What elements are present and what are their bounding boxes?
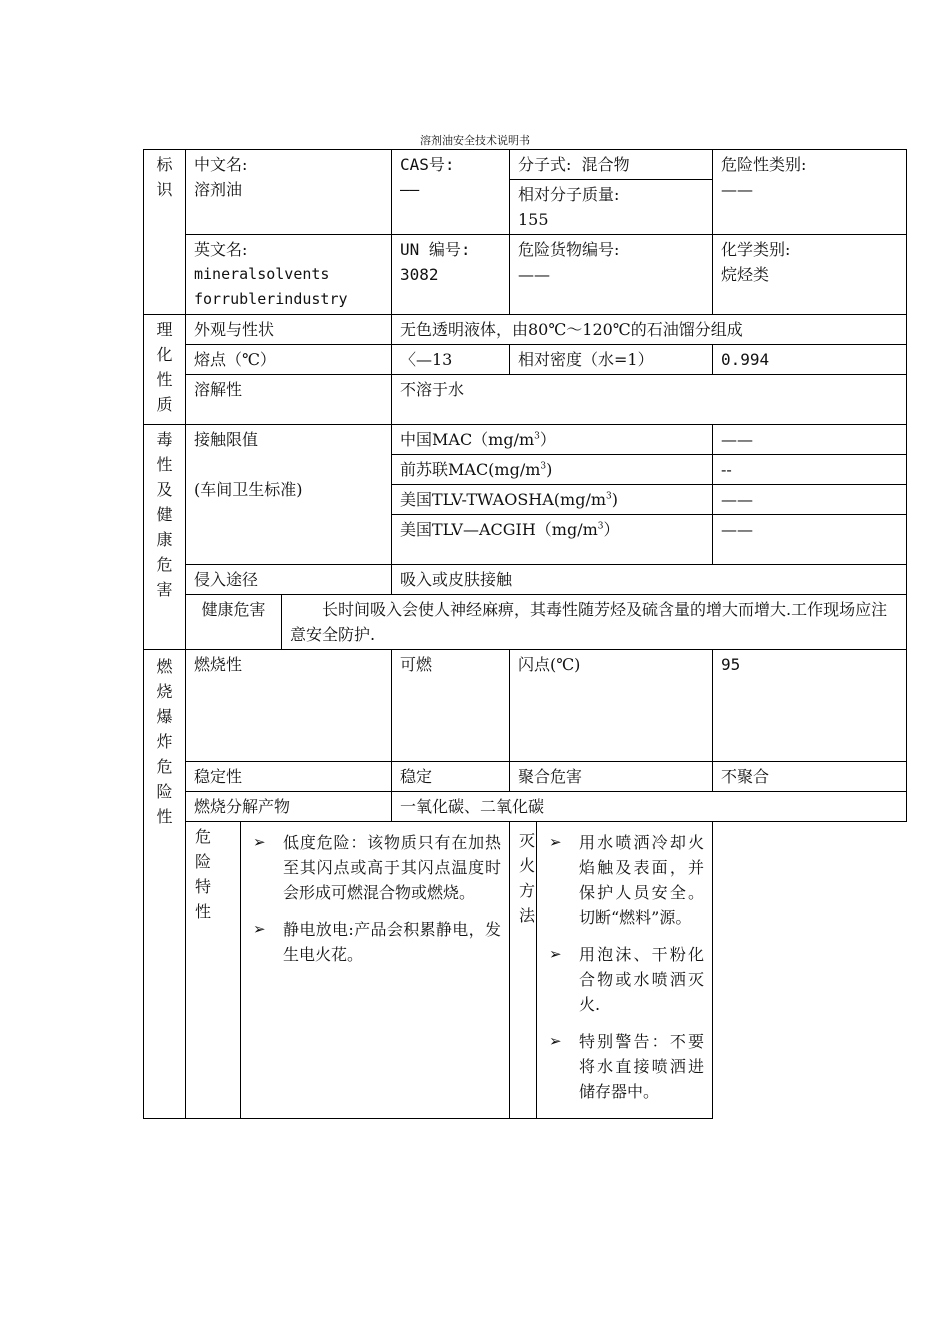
list-item: ➢ 用水喷洒冷却火焰触及表面，并保护人员安全。切断“燃料”源。 bbox=[541, 830, 704, 930]
hazard-class-value: —— bbox=[721, 180, 754, 199]
document-title: 溶剂油安全技术说明书 bbox=[420, 134, 530, 147]
solubility-label: 溶解性 bbox=[186, 375, 392, 425]
limit-value: —— bbox=[713, 515, 907, 565]
hazard-list-cell bbox=[241, 822, 510, 1119]
list-item: ➢ 低度危险：该物质只有在加热至其闪点或高于其闪点温度时会形成可燃混合物或燃烧。 bbox=[245, 830, 501, 905]
limit-value: -- bbox=[713, 455, 907, 485]
flammability-value: 可燃 bbox=[392, 650, 510, 762]
list-item: ➢ 用泡沫、干粉化合物或水喷洒灭火. bbox=[541, 942, 704, 1017]
un-value: 3082 bbox=[400, 265, 439, 284]
polymer-label: 聚合危害 bbox=[510, 762, 713, 792]
route-value: 吸入或皮肤接触 bbox=[392, 565, 907, 595]
flammability-label: 燃烧性 bbox=[186, 650, 392, 762]
formula-value: 混合物 bbox=[581, 155, 630, 174]
dg-label: 危险货物编号: bbox=[518, 240, 620, 259]
limit-name: 美国$TLV—ACGIH(mg/m^3)$ bbox=[392, 515, 713, 565]
list-item: ➢ 特别警告：不要将水直接喷洒进储存器中。 bbox=[541, 1029, 704, 1104]
hazard-class-label: 危险性类别: bbox=[721, 155, 807, 174]
melting-value: 〈—13 bbox=[392, 345, 510, 375]
chem-class-cell bbox=[713, 235, 907, 315]
extinguish-list bbox=[541, 830, 704, 1104]
bullet-arrow-icon: ➢ bbox=[549, 945, 562, 963]
mol-weight-label: 相对分子质量: bbox=[518, 185, 620, 204]
exposure-cell bbox=[186, 425, 392, 565]
health-label: 健康危害 bbox=[186, 595, 282, 650]
solubility-value: 不溶于水 bbox=[392, 375, 907, 425]
un-cell bbox=[392, 235, 510, 315]
section-identification: 标识 bbox=[144, 150, 186, 315]
extinguish-label: 灭火方法 bbox=[518, 831, 535, 925]
extinguish-list-cell bbox=[537, 822, 713, 1119]
decomp-value: 一氧化碳、二氧化碳 bbox=[392, 792, 907, 822]
hazard-label-cell bbox=[186, 822, 241, 1119]
section-toxicity: 毒性及健康危害 bbox=[144, 425, 186, 650]
extinguish-label-cell bbox=[510, 822, 537, 1119]
route-label: 侵入途径 bbox=[186, 565, 392, 595]
decomp-label: 燃烧分解产物 bbox=[186, 792, 392, 822]
exposure-label: 接触限值 bbox=[194, 430, 259, 449]
appearance-label: 外观与性状 bbox=[186, 315, 392, 345]
cas-cell bbox=[392, 150, 510, 235]
density-label: 相对密度（水=1） bbox=[510, 345, 713, 375]
flash-value: 95 bbox=[713, 650, 907, 762]
list-item: ➢ 静电放电:产品会积累静电，发生电火花。 bbox=[245, 917, 501, 967]
limit-name: 中国$MAC(mg/m^3)$ bbox=[392, 425, 713, 455]
exposure-sub: (车间卫生标准) bbox=[194, 480, 303, 499]
bullet-arrow-icon: ➢ bbox=[549, 1032, 562, 1050]
en-name-value: mineralsolvents forrublerindustry bbox=[194, 265, 348, 308]
un-label: UN 编号: bbox=[400, 240, 471, 259]
hazard-label: 危险特性 bbox=[194, 827, 211, 921]
cas-value: —— bbox=[400, 180, 420, 199]
stability-value: 稳定 bbox=[392, 762, 510, 792]
bullet-arrow-icon: ➢ bbox=[253, 920, 266, 938]
health-value: 长时间吸入会使人神经麻痹，其毒性随芳烃及硫含量的增大而增大.工作现场应注意安全防护. bbox=[282, 595, 907, 650]
density-value: 0.994 bbox=[713, 345, 907, 375]
mol-weight-value: 155 bbox=[518, 210, 549, 229]
en-name-cell bbox=[186, 235, 392, 315]
limit-name: 前苏联$MAC(mg/m^3)$ bbox=[392, 455, 713, 485]
bullet-arrow-icon: ➢ bbox=[253, 833, 266, 851]
hazard-list bbox=[245, 830, 501, 967]
dg-value: —— bbox=[518, 265, 550, 284]
hazard-class-cell bbox=[713, 150, 907, 235]
en-name-label: 英文名: bbox=[194, 240, 248, 259]
appearance-value: 无色透明液体，由80℃～120℃的石油馏分组成 bbox=[392, 315, 907, 345]
chem-class-value: 烷烃类 bbox=[721, 265, 770, 284]
limit-name: 美国TLV-$TWAOSHA(mg/m^3)$ bbox=[392, 485, 713, 515]
cn-name-value: 溶剂油 bbox=[194, 180, 243, 199]
section-physchem: 理化性质 bbox=[144, 315, 186, 425]
safety-data-table bbox=[143, 149, 907, 1119]
formula-label: 分子式: bbox=[518, 155, 572, 174]
limit-value: —— bbox=[713, 425, 907, 455]
stability-label: 稳定性 bbox=[186, 762, 392, 792]
formula-cell bbox=[510, 150, 713, 180]
cn-name-label: 中文名: bbox=[194, 155, 248, 174]
cn-name-cell bbox=[186, 150, 392, 235]
bullet-arrow-icon: ➢ bbox=[549, 833, 562, 851]
section-fire: 燃烧爆炸危险性 bbox=[144, 650, 186, 1119]
mol-weight-cell bbox=[510, 180, 713, 235]
cas-label: CAS号: bbox=[400, 155, 455, 174]
dg-cell bbox=[510, 235, 713, 315]
chem-class-label: 化学类别: bbox=[721, 240, 791, 259]
melting-label: 熔点（℃） bbox=[186, 345, 392, 375]
flash-label: 闪点(℃) bbox=[510, 650, 713, 762]
limit-value: —— bbox=[713, 485, 907, 515]
polymer-value: 不聚合 bbox=[713, 762, 907, 792]
